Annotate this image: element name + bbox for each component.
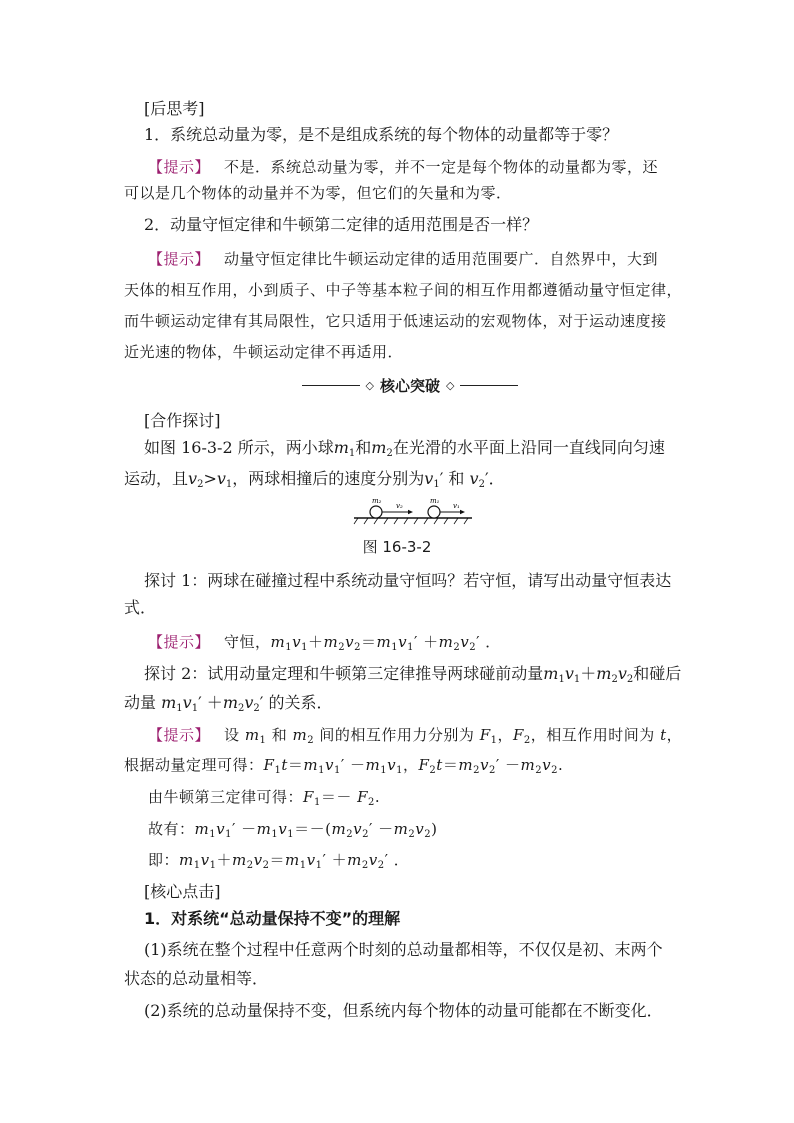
label-m2: m₂ xyxy=(372,497,382,505)
arrow-head-icon xyxy=(460,510,465,514)
tip-label: 【提示】 xyxy=(148,250,211,268)
discussion-1: 探讨 1：两球在碰撞过程中系统动量守恒吗？若守恒，请写出动量守恒表达 xyxy=(144,571,672,590)
answer-2-text: 动量守恒定律比牛顿运动定律的适用范围要广．自然界中，大到 xyxy=(224,250,659,268)
answer-4-line-4: 故有：$m_1v_1' -m_1v_1=-(m_2v_2' -m_2v_2)$ xyxy=(148,820,438,840)
question-2: 2．动量守恒定律和牛顿第二定律的适用范围是否一样？ xyxy=(144,215,539,234)
intro-line-2: 运动，且$v_2>v_1$，两球相撞后的速度分别为$v_1'$ 和 $v_2'$． xyxy=(124,469,505,490)
answer-4-line-2: 根据动量定理可得：$F_1t=m_1v_1' -m_1v_1$，$F_2t=m_2v_2' -m_2v_2$. xyxy=(124,756,564,776)
answer-3: 【提示】 守恒，$m_1v_1+m_2v_2=m_1v_1' +m_2v_2'$ ． xyxy=(148,633,501,653)
answer-1-cont: 可以是几个物体的动量并不为零，但它们的矢量和为零． xyxy=(124,184,512,202)
figure-caption: 图 16-3-2 xyxy=(362,538,432,556)
answer-2 xyxy=(148,248,794,270)
answer-4: 【提示】 设 $m_1$ 和 $m_2$ 间的相互作用力分别为 $F_1$，$F_2$，相互作用时间为 t， xyxy=(148,726,683,746)
section-after-thinking: [后思考] xyxy=(144,99,205,118)
divider-rule-right xyxy=(460,385,518,386)
discussion-2-cont: 动量 $m_1v_1' +m_2v_2'$ 的关系． xyxy=(124,693,333,714)
core-point-1-heading: 1．对系统“总动量保持不变”的理解 xyxy=(144,909,401,928)
answer-2-cont-2: 而牛顿运动定律有其局限性，它只适用于低速运动的宏观物体，对于运动速度接 xyxy=(124,312,667,330)
question-1: 1．系统总动量为零，是不是组成系统的每个物体的动量都等于零？ xyxy=(144,125,619,144)
section-cooperative: [合作探讨] xyxy=(144,411,221,430)
answer-1 xyxy=(148,156,794,178)
discussion-2: 探讨 2：试用动量定理和牛顿第三定律推导两球碰前动量$m_1v_1+m_2v_2$和碰后 xyxy=(144,664,682,685)
label-m1: m₁ xyxy=(430,497,440,505)
divider-title: 核心突破 xyxy=(379,376,440,395)
answer-2-cont-3: 近光速的物体，牛顿运动定律不再适用． xyxy=(124,343,404,361)
core-point-1-item-2: (2)系统的总动量保持不变，但系统内每个物体的动量可能都在不断变化． xyxy=(144,1001,663,1020)
tip-label: 【提示】 xyxy=(148,633,211,651)
answer-3-text: 守恒， xyxy=(224,633,271,651)
intro-line-1: 如图 16-3-2 所示，两小球$m_1$和$m_2$在光滑的水平面上沿同一直线同向匀速 xyxy=(144,438,665,459)
answer-2-cont-1: 天体的相互作用，小到质子、中子等基本粒子间的相互作用都遵循动量守恒定律， xyxy=(124,281,683,299)
ground-hatching xyxy=(354,518,468,524)
label-v1: v₁ xyxy=(453,502,460,510)
tip-label: 【提示】 xyxy=(148,158,211,176)
diamond-icon: ◇ xyxy=(446,378,455,392)
label-v2: v₂ xyxy=(396,502,403,510)
collision-figure xyxy=(352,494,474,526)
section-core-points: [核心点击] xyxy=(144,882,221,901)
discussion-1-cont: 式． xyxy=(124,598,157,617)
ball-m1 xyxy=(428,506,440,518)
diamond-icon: ◇ xyxy=(365,378,374,392)
answer-4-line-3: 由牛顿第三定律可得：$F_1=- F_2$. xyxy=(148,788,381,808)
divider-rule-left xyxy=(302,385,360,386)
answer-4-line-5: 即：$m_1v_1+m_2v_2=m_1v_1' +m_2v_2'$ ． xyxy=(148,851,410,871)
core-breakthrough-divider xyxy=(290,374,530,396)
ball-m2 xyxy=(370,506,382,518)
tip-label: 【提示】 xyxy=(148,726,211,744)
core-point-1-item-1-cont: 状态的总动量相等． xyxy=(124,969,269,988)
core-point-1-item-1: (1)系统在整个过程中任意两个时刻的总动量都相等，不仅仅是初、末两个 xyxy=(144,940,663,959)
arrow-head-icon xyxy=(408,510,413,514)
answer-1-text: 不是．系统总动量为零，并不一定是每个物体的动量都为零，还 xyxy=(224,158,659,176)
